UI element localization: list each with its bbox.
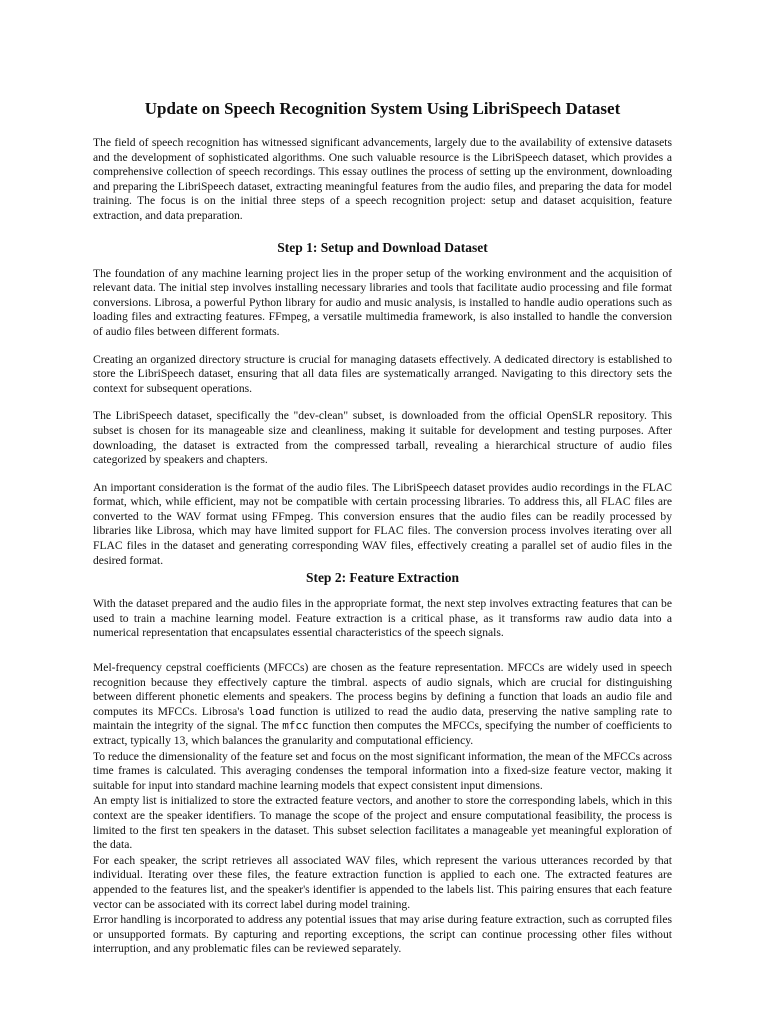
step2-paragraph-speakers: For each speaker, the script retrieves all associated WAV files, which represent the various utterances recorded by that individual. Iterating over these files, the feature extraction function is applied to each one. The extracted features are appended to the features list, and the speaker's identifier is appended to the labels list. This pairing ensures that each feature vector can be associated with its correct label during model training. <box>93 853 672 911</box>
code-load: load <box>248 704 275 718</box>
mfcc-paragraph <box>93 661 672 749</box>
step1-heading: Step 1: Setup and Download Dataset <box>277 239 488 255</box>
document-title: Update on Speech Recognition System Using LibriSpeech Dataset <box>144 99 621 118</box>
step1-paragraph-3: The LibriSpeech dataset, specifically the "dev-clean" subset, is downloaded from the official OpenSLR repository. This subset is chosen for its manageable size and cleanliness, making it suitable for development and testing purposes. After downloading, the dataset is extracted from the compressed tarball, revealing a hierarchical structure of audio files categorized by speakers and chapters. <box>93 409 672 467</box>
mfcc-text-b: function is utilized to read the audio data, preserving the native sampling rate to maintain the integrity of the signal. The <box>93 704 672 733</box>
mfcc-text-a: Mel-frequency cepstral coefficients (MFCCs) are chosen as the feature representation. MFCCs are widely used in speech recognition because they effectively capture the timbral. aspects of audio signals, which are crucial for distinguishing between different phonetic elements and speakers. The process begins by defining a function that loads an audio file and computes its MFCCs. Librosa's <box>93 661 672 718</box>
mfcc-text-c: function then computes the MFCCs, specifying the number of coefficients to extract, typically 13, which balances the granularity and computational efficiency. <box>93 719 672 747</box>
intro-paragraph: The field of speech recognition has witnessed significant advancements, largely due to the availability of extensive datasets and the development of sophisticated algorithms. One such valuable resource is the LibriSpeech dataset, which provides a comprehensive collection of speech recordings. This essay outlines the process of setting up the environment, downloading and preparing the LibriSpeech dataset, extracting meaningful features from the audio files, and preparing the data for model training. The focus is on the initial three steps of a speech recognition project: setup and dataset acquisition, feature extraction, and data preparation. <box>93 136 672 222</box>
step2-intro-paragraph: With the dataset prepared and the audio files in the appropriate format, the next step involves extracting features that can be used to train a machine learning model. Feature extraction is a critical phase, as it transforms raw audio data into a numerical representation that encapsulates essential characteristics of the speech signals. <box>93 597 672 640</box>
step1-paragraph-1: The foundation of any machine learning project lies in the proper setup of the working environment and the acquisition of relevant data. The initial step involves installing necessary libraries and tools that facilitate audio processing and file format conversions. Librosa, a powerful Python library for audio and music analysis, is installed to handle audio operations such as loading files and extracting features. FFmpeg, a versatile multimedia framework, is also installed to handle the conversion of audio files between different formats. <box>93 266 672 338</box>
step2-paragraph-averaging: To reduce the dimensionality of the feature set and focus on the most significant information, the mean of the MFCCs across time frames is calculated. This averaging condenses the temporal information into a fixed-size feature vector, making it suitable for input into standard machine learning models that expect consistent input dimensions. <box>93 749 672 792</box>
step2-heading: Step 2: Feature Extraction <box>305 570 460 586</box>
step2-paragraph-errors: Error handling is incorporated to address any potential issues that may arise during feature extraction, such as corrupted files or unsupported formats. By capturing and reporting exceptions, the script can continue processing other files without interruption, and any problematic files can be reviewed separately. <box>93 913 672 956</box>
step2-paragraph-lists: An empty list is initialized to store the extracted feature vectors, and another to store the corresponding labels, which in this context are the speaker identifiers. To manage the scope of the project and ensure computational feasibility, the process is limited to the first ten speakers in the dataset. This subset selection facilitates a manageable yet meaningful exploration of the data. <box>93 794 672 852</box>
step1-paragraph-2: Creating an organized directory structure is crucial for managing datasets effectively. A dedicated directory is established to store the LibriSpeech dataset, ensuring that all data files are systematically arranged. Navigating to this directory sets the context for subsequent operations. <box>93 352 672 395</box>
code-mfcc: mfcc <box>282 719 309 733</box>
step1-paragraph-4: An important consideration is the format of the audio files. The LibriSpeech dataset provides audio recordings in the FLAC format, which, while efficient, may not be compatible with certain processing libraries. To address this, all FLAC files are converted to the WAV format using FFmpeg. This conversion ensures that the audio files can be readily processed by libraries like Librosa, which may have limited support for FLAC files. The conversion process involves iterating over all FLAC files in the dataset and generating corresponding WAV files, effectively creating a parallel set of audio files in the desired format. <box>93 480 672 567</box>
